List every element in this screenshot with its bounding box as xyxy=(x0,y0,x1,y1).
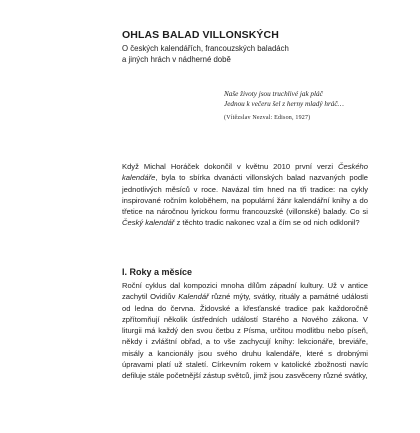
section-text: Roční cyklus dal kompozici mnoha dílům západní kultury. Už v antice zachytil Ovidiův xyxy=(122,281,368,302)
section-paragraph xyxy=(122,280,368,382)
book-title-emphasis: Český kalendář xyxy=(122,218,175,228)
section-heading: I. Roky a měsíce xyxy=(122,267,193,277)
book-title-emphasis: Českého kalendáře xyxy=(122,162,368,183)
intro-text: Když Michal Horáček dokončil v květnu 2010 první verzi xyxy=(122,162,339,171)
epigraph-line: Naše životy jsou truchlivé jak pláč xyxy=(224,90,323,98)
subtitle-line: a jiných hrách v nádherné době xyxy=(122,55,231,64)
subtitle-line: O českých kalendářích, francouzských baladách xyxy=(122,44,289,53)
intro-text: z těchto tradic nakonec vzal a čím se od nich odklonil? xyxy=(174,218,360,228)
book-title-emphasis: Kalendář xyxy=(178,292,209,302)
section-text: různé mýty, svátky, rituály a památné události od ledna do června. Židovské a křesťanské tradice pak každoročně zpřítomňují několik ústředních událostí Starého a Nového zákona. V liturgii má každý den svou četbu z Písma, určitou modlitbu nebo píseň, někdy i zvláštní obřad, a to vše zachycují knihy: lekcionáře, breviáře, misály a kancionály jsou svého druhu kalendáře, které s drobnými úpravami platí už staletí. Církevním rokem v katolické zbožnosti navíc defiluje stále početnější zástup světců, jimž jsou zasvěceny různé svátky, xyxy=(122,292,368,381)
epigraph-line: Jednou k večeru šel z herny mladý hráč… xyxy=(224,100,344,108)
intro-text: , byla to sbírka dvanácti villonských balad nazvaných podle jednotlivých měsíců v roce. Navázal tím hned na tři tradice: na cykly inspirované ročním koloběhem, na populární žánr kalendářní knihy a do třetice na náročnou lyrickou formu francouzské (villonské) balady. Co si xyxy=(122,173,368,217)
epigraph xyxy=(224,89,374,123)
article-subtitle xyxy=(122,43,367,65)
article-title: OHLAS BALAD VILLONSKÝCH xyxy=(122,29,279,41)
intro-paragraph xyxy=(122,161,368,229)
article-header xyxy=(122,28,367,65)
epigraph-source: (Vítězslav Nezval: Edison, 1927) xyxy=(224,115,311,121)
